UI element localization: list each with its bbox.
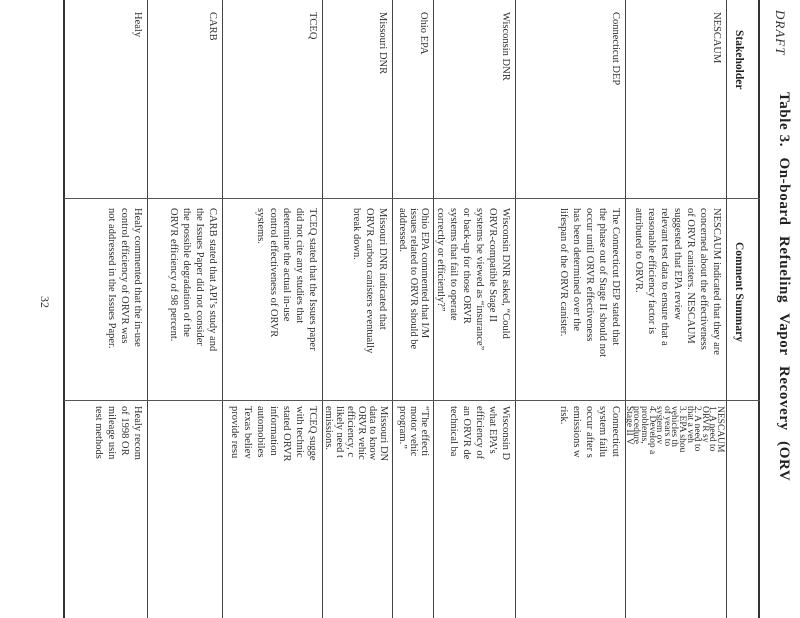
rec-line: program.”: [397, 406, 408, 449]
comment-line: not addressed in the Issues Paper.: [106, 208, 117, 349]
stakeholder-cell: [417, 12, 430, 142]
stakeholder-cell: [376, 12, 389, 142]
comment-line: lifespan of the ORVR canister.: [558, 208, 569, 337]
table-title: [775, 92, 792, 487]
recommendation-cell: [447, 406, 512, 618]
rec-line: an ORVR de: [461, 406, 472, 460]
comment-line: the phase out of Stage II should not: [597, 208, 608, 358]
rec-line: that a veh: [684, 406, 695, 443]
rec-line: system ov: [654, 406, 665, 445]
row-rule: [147, 0, 148, 618]
rec-line: stated ORVR: [281, 406, 292, 462]
stakeholder-cell: [206, 12, 219, 142]
comment-line: Ohio EPA commented that I/M: [419, 208, 430, 339]
comment-line: or back-up for those ORVR: [461, 208, 472, 324]
stakeholder-name: Ohio EPA: [418, 12, 429, 55]
stakeholder-cell: [306, 12, 319, 142]
rec-line: efficiency of: [474, 406, 485, 460]
comment-line: ORVR carbon canisters eventually: [364, 208, 375, 354]
comment-line: addressed.: [397, 208, 408, 253]
comment-cell: [557, 208, 622, 368]
rec-line: 1. A need to: [707, 406, 718, 452]
comment-line: did not cite any studies that: [294, 208, 305, 324]
rec-line: mileage usin: [106, 406, 117, 460]
comment-line: Healy commented that the in-use: [132, 208, 143, 347]
rec-line: emissions w: [571, 406, 582, 458]
column-divider: [64, 400, 760, 401]
stakeholder-cell: [499, 12, 512, 142]
comment-line: Wisconsin DNR asked, “Could: [500, 208, 511, 339]
recommendation-cell: [624, 406, 723, 618]
rec-line: procedure: [631, 406, 642, 444]
comment-line: occur until ORVR effectiveness: [584, 208, 595, 342]
stakeholder-name: Wisconsin DNR: [500, 12, 511, 81]
comment-cell: [350, 208, 389, 368]
rec-line: of years to: [661, 406, 672, 447]
title-segment: Refueling: [776, 235, 792, 304]
rec-line: vehicles th: [669, 406, 680, 447]
rec-line: system failu: [597, 406, 608, 458]
rec-line: NESCAUM: [715, 406, 725, 453]
comment-line: control efficiency of ORVR was: [119, 208, 130, 344]
comment-cell: [254, 208, 319, 368]
comment-line: has been determined over the: [571, 208, 582, 332]
rec-line: problems,: [639, 406, 650, 444]
title-segment: Recovery: [776, 365, 792, 431]
rec-line: Texas believ: [242, 406, 253, 459]
comment-line: issues related to ORVR should be: [408, 208, 419, 350]
comment-cell: [434, 208, 512, 368]
table-bottom-rule: [63, 0, 65, 618]
stakeholder-cell: [609, 12, 622, 142]
rec-line: ORVR sy: [699, 406, 710, 443]
rec-line: likely need t: [334, 406, 345, 458]
rec-line: automobiles: [255, 406, 266, 458]
comment-line: ORVR-compatible Stage II: [487, 208, 498, 323]
stakeholder-name: TCEQ: [307, 12, 318, 40]
title-segment: (ORV: [776, 441, 792, 482]
table-top-rule: [758, 0, 760, 618]
comment-line: TCEQ stated that the Issues paper: [307, 208, 318, 351]
comment-line: reasonable efficiency factor is: [646, 208, 657, 335]
rec-line: risk.: [558, 406, 569, 425]
rec-line: ORVR vehic: [356, 406, 367, 460]
recommendation-cell: [92, 406, 144, 618]
stakeholder-comment-table: [65, 0, 760, 618]
column-header-stakeholder: Stakeholder: [733, 30, 745, 90]
stakeholder-name: Connecticut DEP: [610, 12, 621, 86]
rec-line: with technic: [294, 406, 305, 458]
rec-line: Healy recom: [132, 406, 143, 460]
comment-line: the Issues Paper did not consider: [194, 208, 205, 346]
comment-line: Missouri DNR indicated that: [377, 208, 388, 330]
stakeholder-cell: [131, 12, 144, 142]
rec-line: Wisconsin D: [500, 406, 511, 461]
rec-line: 4. Develop a: [646, 406, 657, 455]
recommendation-cell: [557, 406, 622, 618]
rec-line: provide resu: [229, 406, 240, 459]
column-header-comment-summary: Comment Summary: [733, 242, 745, 342]
comment-line: NESCAUM indicated that they are: [711, 208, 722, 355]
comment-line: break down.: [351, 208, 362, 260]
recommendation-cell: [397, 406, 430, 618]
rec-line: Stage II V: [623, 406, 634, 445]
rec-line: TCEQ sugge: [307, 406, 318, 461]
page-number: 32: [38, 296, 52, 308]
comment-line: The Connecticut DEP stated that: [610, 208, 621, 346]
rec-line: information: [268, 406, 279, 456]
row-rule: [392, 0, 393, 618]
rec-line: data to know: [367, 406, 378, 461]
rec-line: Missouri DN: [378, 406, 389, 462]
comment-line: CARB stated that API’s study and: [207, 208, 218, 352]
rec-line: emissions.: [323, 406, 334, 451]
comment-line: of ORVR canisters. NESCAUM: [685, 208, 696, 344]
rec-line: Connecticut: [610, 406, 621, 457]
comment-line: systems that fail to operate: [448, 208, 459, 321]
rec-line: efficiency, c: [345, 406, 356, 458]
title-segment: Table 3.: [776, 92, 792, 148]
rec-line: what EPA’s: [487, 406, 498, 454]
row-rule: [222, 0, 223, 618]
comment-cell: [105, 208, 144, 368]
stakeholder-name: CARB: [207, 12, 218, 41]
comment-line: systems.: [255, 208, 266, 244]
rec-line: occur after s: [584, 406, 595, 458]
stakeholder-name: Missouri DNR: [377, 12, 388, 75]
draft-label: DRAFT: [773, 10, 788, 56]
comment-line: attributed to ORVR.: [633, 208, 644, 293]
title-segment: On-board: [776, 157, 792, 226]
comment-cell: [167, 208, 219, 368]
recommendation-cell: [323, 406, 389, 618]
stakeholder-name: NESCAUM: [711, 12, 722, 64]
title-segment: Vapor: [776, 313, 792, 356]
rec-line: test methods: [93, 406, 104, 459]
rec-line: of 1998 OR: [119, 406, 130, 456]
comment-line: suggested that EPA review: [672, 208, 683, 320]
rec-line: “The effecti: [419, 406, 430, 457]
comment-line: concerned about the effectiveness: [698, 208, 709, 350]
rec-line: 2. A need to: [692, 406, 703, 452]
row-rule: [515, 0, 516, 618]
rec-line: technical ba: [448, 406, 459, 457]
comment-line: ORVR efficiency of 98 percent.: [168, 208, 179, 342]
header-rule: [726, 0, 727, 618]
comment-line: systems be viewed as “insurance”: [474, 208, 485, 351]
comment-line: correctly or efficiently?”: [435, 208, 446, 312]
comment-line: control effectiveness of ORVR: [268, 208, 279, 338]
comment-line: determine the actual in-use: [281, 208, 292, 322]
comment-cell: [397, 208, 430, 368]
rec-line: 3. EPA shou: [677, 406, 688, 453]
column-divider: [64, 198, 760, 199]
rec-line: motor vehic: [408, 406, 419, 457]
stakeholder-cell: [710, 12, 723, 142]
comment-line: the possible degradation of the: [181, 208, 192, 337]
comment-line: relevant test data to ensure that a: [659, 208, 670, 346]
recommendation-cell: [228, 406, 319, 618]
stakeholder-name: Healy: [132, 12, 143, 38]
comment-cell: [632, 208, 723, 368]
